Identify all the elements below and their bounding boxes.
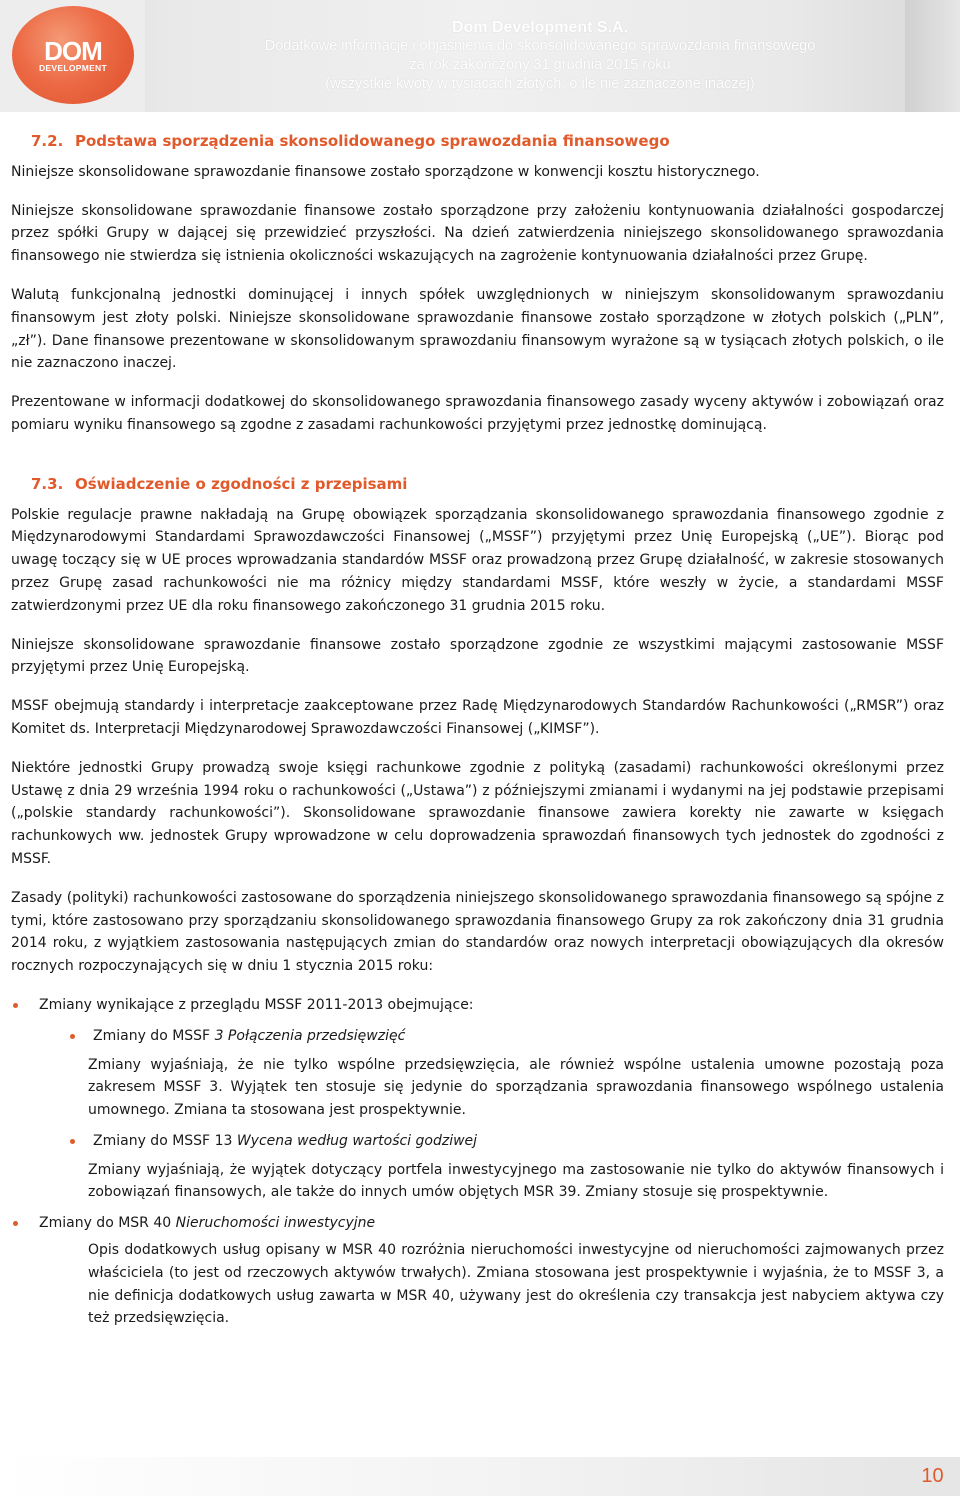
sub-bullet-item — [11, 1025, 944, 1048]
paragraph: Niniejsze skonsolidowane sprawozdanie finansowe zostało sporządzone przy założeniu kontynuowania działalności gospodarczej przez spółki Grupy w dającej się przewidzieć przyszłości. Na dzień zatwierdzenia niniejszego skonsolidowanego sprawozdania finansowego nie stwierdza się istnienia okoliczności wskazujących na zagrożenie kontynuowania działalności przez Grupę. — [11, 202, 944, 265]
header-line-2: za rok zakończony 31 grudnia 2015 roku — [409, 57, 671, 73]
bullet-prefix: Zmiany do MSR 40 — [39, 1215, 176, 1232]
paragraph: Walutą funkcjonalną jednostki dominującej i innych spółek uwzględnionych w niniejszym skonsolidowanym sprawozdaniu finansowym jest złoty polski. Niniejsze skonsolidowane sprawozdanie finansowe zostało sporządzone w złotych polskich („PLN”, „zł”). Dane finansowe prezentowane w skonsolidowanym sprawozdaniu finansowym wyrażone są w tysiącach złotych polskich, o ile nie zaznaczono inaczej. — [11, 286, 944, 372]
sub-bullet-prefix: Zmiany do MSSF 13 — [93, 1132, 237, 1149]
paragraph: Niektóre jednostki Grupy prowadzą swoje księgi rachunkowe zgodnie z polityką (zasadami) rachunkowości określonymi przez Ustawę z dnia 29 września 1994 roku o rachunkowości („Ustawa”) z późniejszymi zmianami i wydanymi na jej podstawie przepisami („polskie standardy rachunkowości”). Skonsolidowane sprawozdanie finansowe zawiera korekty nie zawarte w księgach rachunkowych ww. jednostek Grupy wprowadzone w celu doprowadzenia sprawozdań finansowych tych jednostek do zgodności z MSSF. — [11, 759, 944, 867]
bullet-item — [11, 1212, 944, 1235]
footer-bar — [0, 1457, 905, 1496]
sub-bullet-description: Zmiany wyjaśniają, że wyjątek dotyczący portfela inwestycyjnego ma zastosowanie nie tylko do aktywów finansowych i zobowiązań finansowych, ale także do innych umów objętych MSR 39. Zmiany stosuje się prospektywnie. — [88, 1161, 944, 1201]
sub-bullet-prefix: Zmiany do MSSF — [93, 1027, 215, 1044]
logo-subtitle: DEVELOPMENT — [38, 63, 107, 73]
document-body — [11, 130, 944, 1338]
section-number: 7.2. — [31, 132, 64, 150]
bullet-text: Zmiany wynikające z przeglądu MSSF 2011-2013 obejmujące: — [39, 996, 474, 1013]
paragraph: Niniejsze skonsolidowane sprawozdanie finansowe zostało sporządzone zgodnie ze wszystkimi mającymi zastosowanie MSSF przyjętymi przez Unię Europejską. — [11, 636, 944, 676]
header-line-3: (wszystkie kwoty w tysiącach złotych, o ile nie zaznaczone inaczej) — [325, 76, 755, 92]
company-logo — [12, 6, 134, 104]
section-title: Podstawa sporządzenia skonsolidowanego sprawozdania finansowego — [75, 132, 670, 150]
logo-wordmark: DOM — [44, 36, 102, 66]
header-right-strip — [905, 0, 960, 112]
paragraph: MSSF obejmują standardy i interpretacje zaakceptowane przez Radę Międzynarodowych Standardów Rachunkowości („RMSR”) oraz Komitet ds. Interpretacji Międzynarodowej Sprawozdawczości Finansowej („KIMSF”). — [11, 698, 944, 737]
bullet-item — [11, 994, 944, 1017]
sub-bullet-description: Zmiany wyjaśniają, że nie tylko wspólne przedsięwzięcia, ale również wspólne ustalenia umowne pozostają poza zakresem MSSF 3. Wyjątek ten stosuje się jedynie do sporządzania sprawozdania finansowego wspólnego ustalenia umownego. Zmiana ta stosowana jest prospektywnie. — [88, 1056, 944, 1119]
paragraph: Prezentowane w informacji dodatkowej do skonsolidowanego sprawozdania finansowego zasady wyceny aktywów i zobowiązań oraz pomiaru wyniku finansowego są zgodne z zasadami rachunkowości przyjętymi przez jednostkę dominującą. — [11, 394, 944, 433]
section-title: Oświadczenie o zgodności z przepisami — [75, 474, 408, 493]
sub-bullet-item — [11, 1130, 944, 1153]
paragraph: Niniejsze skonsolidowane sprawozdanie finansowe zostało sporządzone w konwencji kosztu historycznego. — [11, 163, 760, 180]
header-line-1: Dodatkowe informacje i objaśnienia do skonsolidowanego sprawozdania finansowego — [264, 38, 816, 54]
logo-container — [0, 0, 145, 112]
section-heading-7-2 — [11, 130, 944, 153]
paragraph: Zasady (polityki) rachunkowości zastosowane do sporządzenia niniejszego skonsolidowanego sprawozdania finansowego są spójne z tymi, które zastosowano przy sporządzaniu skonsolidowanego sprawozdania finansowego Grupy za rok zakończony dnia 31 grudnia 2014 roku, z wyjątkiem zastosowania następujących zmian do standardów oraz nowych interpretacji obowiązujących dla okresów rocznych rozpoczynających się w dniu 1 stycznia 2015 roku: — [11, 889, 944, 975]
section-number: 7.3. — [31, 474, 64, 493]
paragraph: Polskie regulacje prawne nakładają na Grupę obowiązek sporządzania skonsolidowanego sprawozdania finansowego zgodnie z Międzynarodowymi Standardami Sprawozdawczości Finansowej („MSSF”) przyjętymi przez Unię Europejską („UE”). Biorąc pod uwagę toczący się w UE proces wprowadzania standardów MSSF oraz prowadzoną przez Grupę działalność, w zakresie stosowanych przez Grupę zasad rachunkowości nie ma różnicy między standardami MSSF, które weszły w życie, a standardami MSSF zatwierdzonymi przez UE dla roku finansowego zakończonego 31 grudnia 2015 roku. — [11, 506, 944, 614]
standard-name: Wycena według wartości godziwej — [236, 1132, 478, 1149]
bullet-description: Opis dodatkowych usług opisany w MSR 40 rozróżnia nieruchomości inwestycyjne od nieruchomości zajmowanych przez właściciela (to jest od rzeczowych aktywów trwałych). Zmiana stosowana jest prospektywnie i wyjaśnia, że to MSSF 3, a nie definicja dodatkowych usług zawarta w MSR 40, używany jest do określenia czy transakcja jest nabyciem aktywa czy też przedsięwzięcia. — [88, 1242, 944, 1327]
standard-name: Nieruchomości inwestycyjne — [175, 1215, 376, 1232]
section-heading-7-3 — [11, 473, 944, 496]
header-text — [190, 18, 890, 94]
standard-name: 3 Połączenia przedsięwzięć — [214, 1027, 406, 1044]
page-number: 10 — [905, 1457, 960, 1496]
company-name: Dom Development S.A. — [451, 19, 629, 36]
page-header — [0, 0, 960, 112]
